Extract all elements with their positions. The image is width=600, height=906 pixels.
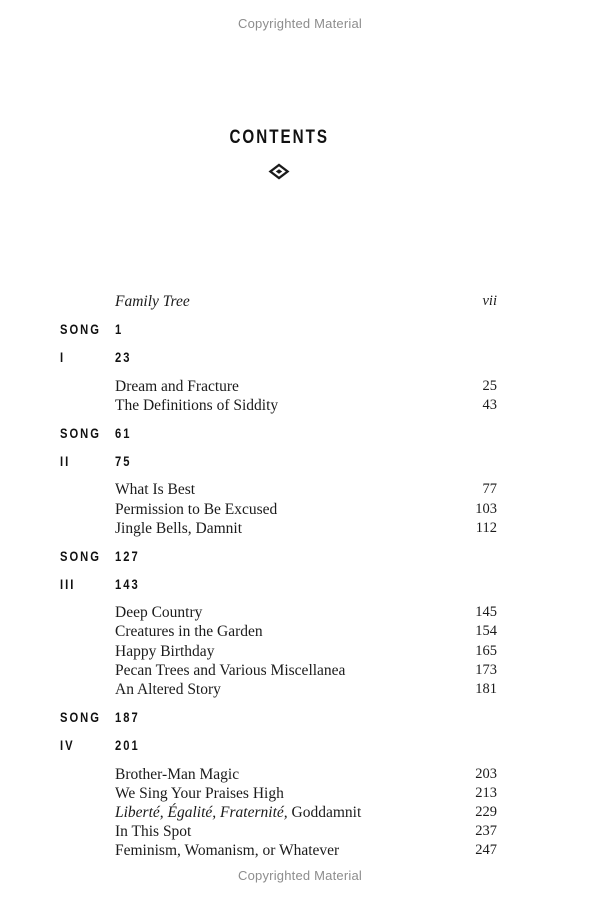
toc-entry-title: What Is Best — [115, 481, 196, 499]
toc-entry-row — [60, 765, 498, 784]
toc-entry-row — [60, 377, 498, 396]
toc-entry-row — [60, 396, 498, 415]
toc-entry-page-number: 145 — [475, 604, 497, 621]
page-title: CONTENTS — [229, 127, 329, 148]
toc-entry-row — [60, 480, 498, 499]
toc-entry-page-number: 237 — [475, 823, 497, 840]
toc-part-page-number: 201 — [115, 737, 140, 754]
toc-entry-page-number: 103 — [475, 500, 497, 517]
toc-part-page-number: 75 — [115, 453, 132, 470]
toc-entry-title: Brother-Man Magic — [115, 765, 240, 783]
diamond-ornament-icon — [268, 163, 290, 180]
toc-entry-page-number: vii — [482, 293, 497, 309]
toc-song-label: SONG — [60, 709, 101, 726]
toc-part-label: IV — [60, 737, 75, 754]
toc-entry-row — [60, 642, 498, 661]
page-title-wrap — [60, 127, 498, 149]
toc-entry-title: The Definitions of Siddity — [115, 396, 279, 414]
toc-song-row — [60, 547, 498, 566]
toc-entry-row — [60, 841, 498, 860]
toc-part-page-number: 23 — [115, 349, 132, 366]
toc-song-page-number: 1 — [115, 321, 124, 338]
toc-song-row — [60, 320, 498, 339]
toc-part-row — [60, 452, 498, 471]
toc-entry-page-number: 25 — [482, 377, 497, 394]
ornament-wrap — [60, 163, 498, 181]
toc-entry-row — [60, 622, 498, 641]
toc-entry-title: Creatures in the Garden — [115, 623, 263, 641]
toc-song-label: SONG — [60, 547, 101, 564]
toc-entry-page-number: 173 — [475, 661, 497, 678]
toc-part-label: II — [60, 453, 71, 470]
toc-entry-title: An Altered Story — [115, 681, 221, 698]
toc-entry-row — [60, 500, 498, 519]
toc-part-label: I — [60, 349, 66, 366]
toc-entry-page-number: 154 — [475, 623, 497, 640]
toc-song-label: SONG — [60, 424, 101, 441]
toc-entry-row — [60, 822, 498, 841]
toc-song-page-number: 61 — [115, 424, 132, 441]
toc-entry-title: Jingle Bells, Damnit — [115, 519, 243, 537]
toc-entry-title: Permission to Be Excused — [115, 500, 278, 518]
table-of-contents — [60, 292, 498, 861]
toc-part-row — [60, 348, 498, 367]
toc-part-row — [60, 736, 498, 755]
toc-entry-page-number: 203 — [475, 765, 497, 782]
toc-entry-title: Family Tree — [115, 293, 190, 310]
toc-entry-title: Happy Birthday — [115, 642, 215, 660]
toc-song-page-number: 127 — [115, 547, 140, 564]
toc-entry-row — [60, 784, 498, 803]
toc-entry-page-number: 77 — [482, 481, 497, 498]
toc-entry-title: Feminism, Womanism, or Whatever — [115, 842, 340, 860]
copyright-notice-top: Copyrighted Material — [238, 16, 362, 31]
toc-entry-page-number: 247 — [475, 842, 497, 859]
toc-entry-row — [60, 292, 498, 311]
toc-part-label: III — [60, 576, 76, 593]
toc-entry-page-number: 229 — [475, 803, 497, 820]
toc-entry-page-number: 43 — [482, 396, 497, 413]
toc-entry-title: In This Spot — [115, 823, 192, 841]
toc-entry-page-number: 112 — [475, 519, 497, 536]
toc-entry-row — [60, 803, 498, 822]
toc-entry-page-number: 165 — [475, 642, 497, 659]
toc-song-page-number: 187 — [115, 709, 140, 726]
copyright-notice-bottom: Copyrighted Material — [238, 868, 362, 883]
toc-entry-row — [60, 680, 498, 699]
toc-entry-page-number: 213 — [475, 784, 497, 801]
toc-entry-title: We Sing Your Praises High — [115, 784, 284, 802]
toc-entry-row — [60, 519, 498, 538]
toc-part-row — [60, 575, 498, 594]
toc-entry-title: Liberté, Égalité, Fraternité, Goddamnit — [115, 803, 362, 821]
toc-part-page-number: 143 — [115, 576, 140, 593]
toc-entry-page-number: 181 — [475, 681, 497, 697]
toc-song-row — [60, 424, 498, 443]
toc-entry-title: Dream and Fracture — [115, 377, 239, 395]
toc-song-label: SONG — [60, 321, 101, 338]
toc-entry-title: Deep Country — [115, 604, 203, 622]
toc-song-row — [60, 708, 498, 727]
toc-entry-row — [60, 603, 498, 622]
toc-entry-title: Pecan Trees and Various Miscellanea — [115, 661, 346, 679]
toc-entry-row — [60, 661, 498, 680]
